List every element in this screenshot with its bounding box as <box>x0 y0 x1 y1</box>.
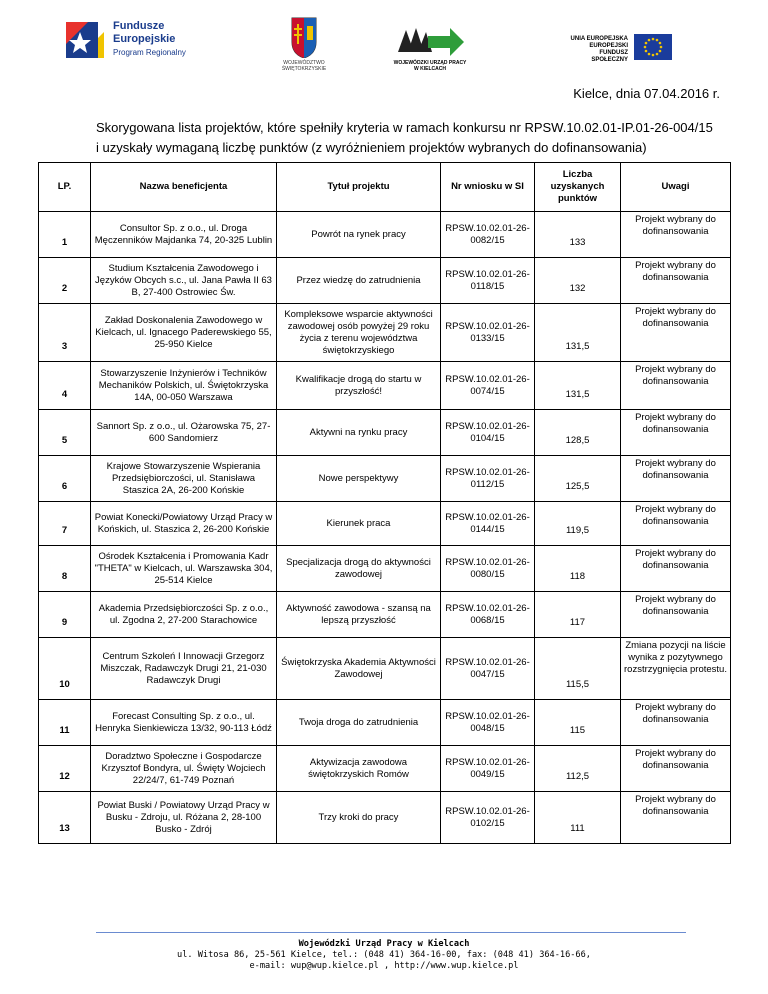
cell-tytul: Aktywność zawodowa - szansą na lepszą przyszłość <box>277 592 441 638</box>
table-row <box>39 638 731 700</box>
cell-lp: 2 <box>39 258 91 304</box>
cell-wniosek: RPSW.10.02.01-26-0133/15 <box>441 304 535 362</box>
cell-punkty: 131,5 <box>535 362 621 410</box>
cell-wniosek: RPSW.10.02.01-26-0049/15 <box>441 746 535 792</box>
cell-punkty: 132 <box>535 258 621 304</box>
footer-address: ul. Witosa 86, 25-561 Kielce, tel.: (048 41) 364-16-00, fax: (048 41) 364-16-66, <box>177 950 591 960</box>
cell-lp: 10 <box>39 638 91 700</box>
fundusze-europejskie-logo <box>58 16 218 66</box>
header-wniosek: Nr wniosku w SI <box>441 163 535 212</box>
cell-tytul: Nowe perspektywy <box>277 456 441 502</box>
cell-tytul: Aktywni na rynku pracy <box>277 410 441 456</box>
table-row <box>39 546 731 592</box>
wup-arrow-icon <box>392 22 468 58</box>
cell-tytul: Przez wiedzę do zatrudnienia <box>277 258 441 304</box>
wojewodztwo-logo <box>268 16 348 80</box>
table-row <box>39 410 731 456</box>
footer-contact: e-mail: wup@wup.kielce.pl , http://www.wup.kielce.pl <box>249 961 519 971</box>
cell-lp: 7 <box>39 502 91 546</box>
table-row <box>39 456 731 502</box>
cell-beneficjent: Stowarzyszenie Inżynierów i Techników Mechaników Polskich, ul. Świętokrzyska 14A, 00-050 Warszawa <box>91 362 277 410</box>
table-row <box>39 700 731 746</box>
cell-punkty: 131,5 <box>535 304 621 362</box>
footer-org-name: Wojewódzki Urząd Pracy w Kielcach <box>298 939 470 949</box>
wup-caption: WOJEWÓDZKI URZĄD PRACY W KIELCACH <box>393 60 467 72</box>
cell-punkty: 118 <box>535 546 621 592</box>
cell-punkty: 125,5 <box>535 456 621 502</box>
cell-beneficjent: Powiat Buski / Powiatowy Urząd Pracy w Busku - Zdroju, ul. Różana 2, 28-100 Busko - Zdrój <box>91 792 277 844</box>
header-beneficjent: Nazwa beneficjenta <box>91 163 277 212</box>
cell-uwagi: Projekt wybrany do dofinansowania <box>621 456 731 502</box>
cell-beneficjent: Centrum Szkoleń I Innowacji Grzegorz Miszczak, Radawczyk Drugi 21, 21-030 Radawczyk Drugi <box>91 638 277 700</box>
cell-punkty: 115 <box>535 700 621 746</box>
cell-lp: 11 <box>39 700 91 746</box>
cell-wniosek: RPSW.10.02.01-26-0118/15 <box>441 258 535 304</box>
cell-beneficjent: Powiat Konecki/Powiatowy Urząd Pracy w Końskich, ul. Staszica 2, 26-200 Końskie <box>91 502 277 546</box>
table-row <box>39 212 731 258</box>
cell-wniosek: RPSW.10.02.01-26-0074/15 <box>441 362 535 410</box>
cell-beneficjent: Zakład Doskonalenia Zawodowego w Kielcach, ul. Ignacego Paderewskiego 55, 25-950 Kielce <box>91 304 277 362</box>
cell-beneficjent: Sannort Sp. z o.o., ul. Ożarowska 75, 27-600 Sandomierz <box>91 410 277 456</box>
header-lp: LP. <box>39 163 91 212</box>
footer-divider <box>96 932 686 933</box>
cell-lp: 1 <box>39 212 91 258</box>
cell-wniosek: RPSW.10.02.01-26-0104/15 <box>441 410 535 456</box>
header-uwagi: Uwagi <box>621 163 731 212</box>
cell-uwagi: Projekt wybrany do dofinansowania <box>621 410 731 456</box>
fe-star-icon <box>58 18 108 62</box>
cell-uwagi: Projekt wybrany do dofinansowania <box>621 592 731 638</box>
ue-logo-text <box>562 36 628 64</box>
cell-uwagi: Projekt wybrany do dofinansowania <box>621 546 731 592</box>
wup-logo <box>392 22 472 78</box>
table-header-row <box>39 163 731 212</box>
eu-flag-icon <box>634 34 672 60</box>
unia-europejska-logo <box>562 32 674 72</box>
cell-uwagi: Projekt wybrany do dofinansowania <box>621 746 731 792</box>
cell-beneficjent: Ośrodek Kształcenia i Promowania Kadr "THETA" w Kielcach, ul. Warszawska 304, 25-514 Kielce <box>91 546 277 592</box>
cell-lp: 4 <box>39 362 91 410</box>
wojewodztwo-caption: WOJEWÓDZTWO ŚWIĘTOKRZYSKIE <box>281 60 327 72</box>
table-row <box>39 792 731 844</box>
table-row <box>39 502 731 546</box>
cell-tytul: Kompleksowe wsparcie aktywności zawodowej osób powyżej 29 roku życia z terenu województwa świętokrzyskiego <box>277 304 441 362</box>
cell-beneficjent: Doradztwo Społeczne i Gospodarcze Krzysztof Bondyra, ul. Święty Wojciech 22/24/7, 61-749 Poznań <box>91 746 277 792</box>
cell-uwagi: Projekt wybrany do dofinansowania <box>621 502 731 546</box>
ue-line2: EUROPEJSKI <box>589 43 628 49</box>
ue-line3: FUNDUSZ SPOŁECZNY <box>591 50 628 63</box>
cell-tytul: Twoja droga do zatrudnienia <box>277 700 441 746</box>
cell-lp: 12 <box>39 746 91 792</box>
cell-punkty: 112,5 <box>535 746 621 792</box>
cell-punkty: 133 <box>535 212 621 258</box>
fe-logo-text <box>113 20 186 59</box>
cell-wniosek: RPSW.10.02.01-26-0048/15 <box>441 700 535 746</box>
cell-punkty: 117 <box>535 592 621 638</box>
cell-beneficjent: Krajowe Stowarzyszenie Wspierania Przedsiębiorczości, ul. Stanisława Staszica 2A, 26-200 Końskie <box>91 456 277 502</box>
ue-line1: UNIA EUROPEJSKA <box>570 36 628 42</box>
coat-of-arms-icon <box>268 16 340 58</box>
cell-lp: 6 <box>39 456 91 502</box>
cell-punkty: 128,5 <box>535 410 621 456</box>
cell-wniosek: RPSW.10.02.01-26-0102/15 <box>441 792 535 844</box>
header-punkty: Liczba uzyskanych punktów <box>535 163 621 212</box>
cell-lp: 8 <box>39 546 91 592</box>
cell-wniosek: RPSW.10.02.01-26-0080/15 <box>441 546 535 592</box>
cell-punkty: 111 <box>535 792 621 844</box>
cell-uwagi: Projekt wybrany do dofinansowania <box>621 258 731 304</box>
cell-wniosek: RPSW.10.02.01-26-0047/15 <box>441 638 535 700</box>
projects-table <box>38 162 731 844</box>
table-row <box>39 746 731 792</box>
cell-lp: 5 <box>39 410 91 456</box>
cell-wniosek: RPSW.10.02.01-26-0112/15 <box>441 456 535 502</box>
cell-tytul: Kwalifikacje drogą do startu w przyszłość! <box>277 362 441 410</box>
cell-lp: 9 <box>39 592 91 638</box>
table-row <box>39 362 731 410</box>
cell-punkty: 119,5 <box>535 502 621 546</box>
table-row <box>39 304 731 362</box>
cell-lp: 3 <box>39 304 91 362</box>
cell-tytul: Specjalizacja drogą do aktywności zawodowej <box>277 546 441 592</box>
header-tytul: Tytuł projektu <box>277 163 441 212</box>
fe-line3: Program Regionalny <box>113 48 186 57</box>
cell-tytul: Kierunek praca <box>277 502 441 546</box>
cell-beneficjent: Akademia Przedsiębiorczości Sp. z o.o., ul. Zgodna 2, 27-200 Starachowice <box>91 592 277 638</box>
cell-uwagi: Zmiana pozycji na liście wynika z pozytywnego rozstrzygnięcia protestu. <box>621 638 731 700</box>
cell-wniosek: RPSW.10.02.01-26-0144/15 <box>441 502 535 546</box>
header-logos <box>0 0 768 80</box>
cell-uwagi: Projekt wybrany do dofinansowania <box>621 212 731 258</box>
cell-uwagi: Projekt wybrany do dofinansowania <box>621 700 731 746</box>
cell-uwagi: Projekt wybrany do dofinansowania <box>621 792 731 844</box>
fe-line1: Fundusze <box>113 20 165 32</box>
table-row <box>39 258 731 304</box>
cell-tytul: Trzy kroki do pracy <box>277 792 441 844</box>
footer <box>0 939 768 972</box>
fe-line2: Europejskie <box>113 33 176 45</box>
cell-lp: 13 <box>39 792 91 844</box>
cell-tytul: Powrót na rynek pracy <box>277 212 441 258</box>
cell-punkty: 115,5 <box>535 638 621 700</box>
cell-beneficjent: Consultor Sp. z o.o., ul. Droga Męczenników Majdanka 74, 20-325 Lublin <box>91 212 277 258</box>
cell-tytul: Świętokrzyska Akademia Aktywności Zawodowej <box>277 638 441 700</box>
table-row <box>39 592 731 638</box>
document-title: Skorygowana lista projektów, które spełniły kryteria w ramach konkursu nr RPSW.10.02.01-IP.01-26-004/15 i uzyskały wymaganą liczbę punktów (z wyróżnieniem projektów wybranych do dofinansowania) <box>96 120 713 155</box>
document-date: Kielce, dnia 07.04.2016 r. <box>573 86 720 101</box>
cell-uwagi: Projekt wybrany do dofinansowania <box>621 304 731 362</box>
cell-wniosek: RPSW.10.02.01-26-0068/15 <box>441 592 535 638</box>
cell-uwagi: Projekt wybrany do dofinansowania <box>621 362 731 410</box>
cell-tytul: Aktywizacja zawodowa świętokrzyskich Romów <box>277 746 441 792</box>
cell-wniosek: RPSW.10.02.01-26-0082/15 <box>441 212 535 258</box>
cell-beneficjent: Forecast Consulting Sp. z o.o., ul. Henryka Sienkiewicza 13/32, 90-113 Łódź <box>91 700 277 746</box>
cell-beneficjent: Studium Kształcenia Zawodowego i Języków Obcych s.c., ul. Jana Pawła II 63 B, 27-400 Ostrowiec Św. <box>91 258 277 304</box>
